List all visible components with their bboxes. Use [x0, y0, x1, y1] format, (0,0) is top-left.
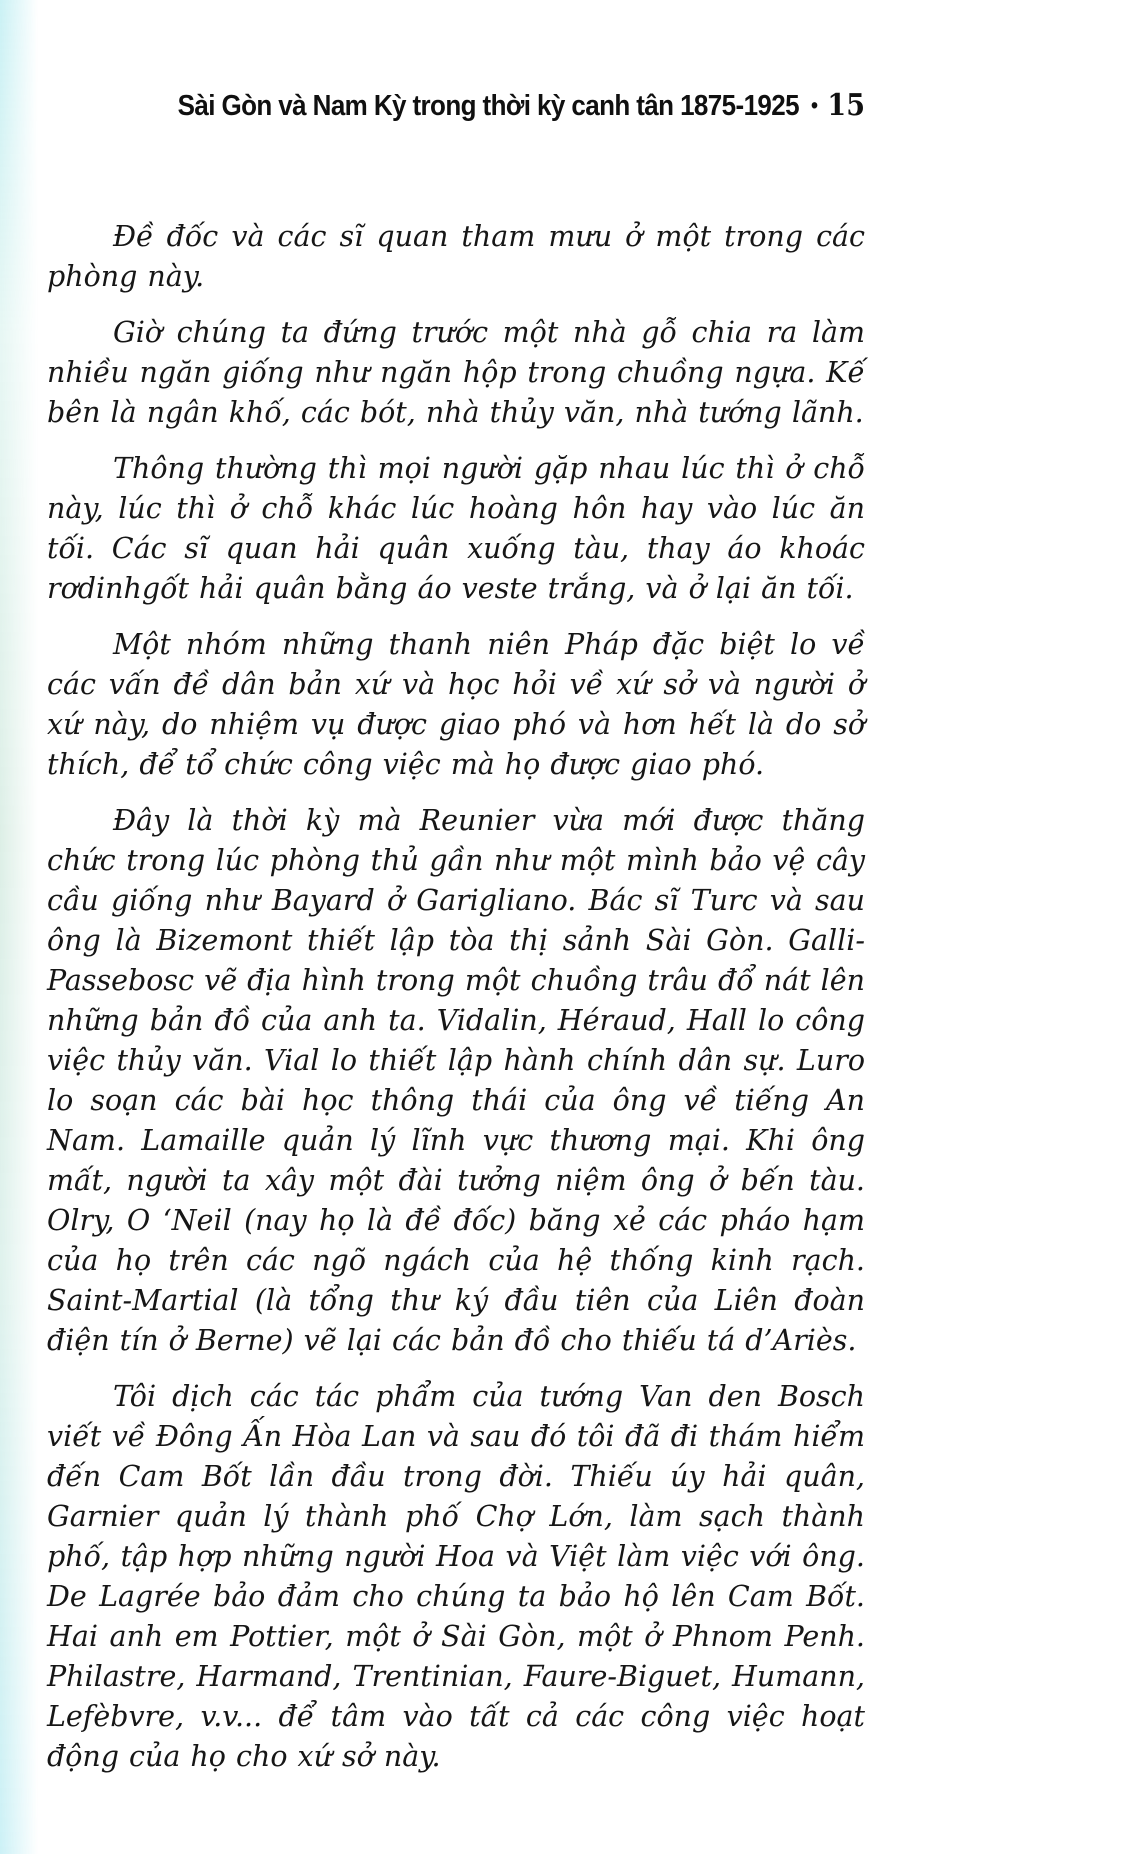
page-number: 15 — [827, 88, 865, 123]
body-paragraph: Một nhóm những thanh niên Pháp đặc biệt lo về các vấn đề dân bản xứ và học hỏi về xứ sở và người ở xứ này, do nhiệm vụ được giao phó và hơn hết là do sở thích, để tổ chức công việc mà họ được giao phó. — [47, 628, 865, 781]
body-paragraph: Thông thường thì mọi người gặp nhau lúc thì ở chỗ này, lúc thì ở chỗ khác lúc hoàng hôn hay vào lúc ăn tối. Các sĩ quan hải quân xuống tàu, thay áo khoác rơdinhgốt hải quân bằng áo veste trắng, và ở lại ăn tối. — [47, 452, 865, 605]
scanned-page-edge-tint — [0, 0, 38, 1854]
body-text — [47, 217, 865, 1777]
running-header — [47, 88, 865, 123]
book-page — [47, 88, 865, 1793]
bullet-separator: • — [811, 93, 818, 119]
body-paragraph: Đề đốc và các sĩ quan tham mưu ở một trong các phòng này. — [47, 220, 865, 293]
body-paragraph: Đây là thời kỳ mà Reunier vừa mới được thăng chức trong lúc phòng thủ gần như một mình bảo vệ cây cầu giống như Bayard ở Garigliano. Bác sĩ Turc và sau ông là Bizemont thiết lập tòa thị sảnh Sài Gòn. Galli-Passebosc vẽ địa hình trong một chuồng trâu đổ nát lên những bản đồ của anh ta. Vidalin, Héraud, Hall lo công việc thủy văn. Vial lo thiết lập hành chính dân sự. Luro lo soạn các bài học thông thái của ông về tiếng An Nam. Lamaille quản lý lĩnh vực thương mại. Khi ông mất, người ta xây một đài tưởng niệm ông ở bến tàu. Olry, O ‘Neil (nay họ là đề đốc) băng xẻ các pháo hạm của họ trên các ngõ ngách của hệ thống kinh rạch. Saint-Martial (là tổng thư ký đầu tiên của Liên đoàn điện tín ở Berne) vẽ lại các bản đồ cho thiếu tá d’Ariès. — [47, 804, 865, 1357]
book-title: Sài Gòn và Nam Kỳ trong thời kỳ canh tân 1875-1925 — [177, 88, 800, 122]
body-paragraph: Tôi dịch các tác phẩm của tướng Van den Bosch viết về Đông Ấn Hòa Lan và sau đó tôi đã đi thám hiểm đến Cam Bốt lần đầu trong đời. Thiếu úy hải quân, Garnier quản lý thành phố Chợ Lớn, làm sạch thành phố, tập hợp những người Hoa và Việt làm việc với ông. De Lagrée bảo đảm cho chúng ta bảo hộ lên Cam Bốt. Hai anh em Pottier, một ở Sài Gòn, một ở Phnom Penh. Philastre, Harmand, Trentinian, Faure-Biguet, Humann, Lefèbvre, v.v... để tâm vào tất cả các công việc hoạt động của họ cho xứ sở này. — [47, 1380, 865, 1773]
body-paragraph: Giờ chúng ta đứng trước một nhà gỗ chia ra làm nhiều ngăn giống như ngăn hộp trong chuồng ngựa. Kế bên là ngân khố, các bót, nhà thủy văn, nhà tướng lãnh. — [47, 316, 865, 429]
